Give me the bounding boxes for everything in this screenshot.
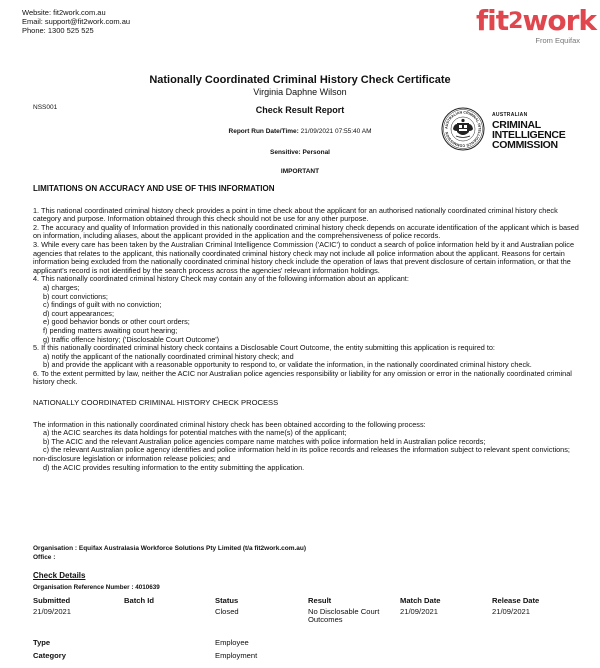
sensitive-value: Personal	[302, 149, 330, 156]
column-submitted	[33, 597, 113, 616]
column-header: Match Date	[400, 596, 441, 605]
acic-line-2: CRIMINAL	[492, 119, 541, 131]
limitation-2: 2. The accuracy and quality of Information provided in this nationally coordinated criminal history check depends on accurate identification of the applicant which is based on information, including aliases, about the applicant provided in the application and the comprehensiveness of police records.	[33, 222, 579, 241]
organisation-value: Equifax Australasia Workforce Solutions Pty Limited (t/a fit2work.com.au)	[78, 545, 307, 552]
certificate-title: Nationally Coordinated Criminal History Check Certificate	[149, 74, 451, 86]
limitations-section	[33, 185, 585, 472]
limitation-6: 6. To the extent permitted by law, neither the ACIC nor Australian police agencies responsibility or liability for any omission or error in the nationally coordinated criminal history check.	[33, 368, 572, 387]
logo-subtitle: From Equifax	[535, 36, 580, 45]
column-release-date	[492, 597, 582, 616]
column-header: Submitted	[33, 596, 71, 605]
process-heading: NATIONALLY COORDINATED CRIMINAL HISTORY CHECK PROCESS	[33, 398, 279, 408]
report-title: Check Result Report	[255, 105, 345, 115]
run-label: Report Run Date/Time:	[228, 128, 299, 135]
acic-wordmark	[492, 110, 565, 150]
limitation-4: 4. This nationally coordinated criminal history Check may contain any of the following information about an applicant:	[33, 274, 409, 284]
column-value: No Disclosable Court Outcomes	[308, 606, 380, 625]
column-value: 21/09/2021	[33, 606, 72, 616]
acic-line-1: AUSTRALIAN	[492, 112, 528, 118]
column-value: Closed	[215, 606, 239, 616]
limitation-1: 1. This national coordinated criminal history check provides a point in time check about the applicant for an authorised nationally coordinated criminal history check category and purpose. Information obtained through this check should not be use for any other purpose.	[33, 205, 558, 224]
logo-text-work: work	[522, 4, 597, 37]
type-label: Type	[33, 638, 51, 647]
info-list	[33, 284, 585, 344]
reference-code: NSS001	[33, 104, 58, 111]
contact-info	[22, 8, 130, 35]
process-step-a: a) the ACIC searches its data holdings for potential matches with the name(s) of the applicant;	[43, 428, 347, 438]
sensitive-label: Sensitive:	[270, 149, 301, 156]
list-item: d) court appearances;	[43, 308, 114, 318]
acic-seal-icon	[441, 107, 485, 151]
phone-text: Phone: 1300 525 525	[22, 26, 94, 35]
column-header: Status	[215, 596, 239, 605]
run-value: 21/09/2021 07:55:40 AM	[300, 128, 372, 135]
limitations-heading: LIMITATIONS ON ACCURACY AND USE OF THIS INFORMATION	[33, 184, 275, 193]
org-reference	[33, 584, 160, 591]
column-header: Result	[308, 596, 332, 605]
process-intro: The information in this nationally coordinated criminal history check has been obtained according to the following process:	[33, 419, 426, 429]
seal-ring-text: AUSTRALIAN CRIMINAL INTELLIGENCE COMMISSION	[444, 110, 482, 148]
limitation-5: 5. If this nationally coordinated criminal history check contains a Disclosable Court Outcome, the entity submitting this application is required to:	[33, 343, 495, 353]
column-result	[308, 597, 396, 625]
process-step-b: b) The ACIC and the relevant Australian police agencies compare name matches with police information held in Australian police records;	[43, 436, 486, 446]
important-label: IMPORTANT	[280, 168, 320, 175]
column-value: 21/09/2021	[400, 606, 439, 616]
column-value: 21/09/2021	[492, 606, 531, 616]
list-item: c) findings of guilt with no conviction;	[43, 300, 162, 310]
list-item: e) good behavior bonds or other court orders;	[43, 317, 190, 327]
logo-text-fit: fit	[476, 4, 509, 37]
process-step-c-text: c) the relevant Australian police agency identifies and police information held in its police records and releases the information subject to relevant spent convictions; non-disclosure legislation or information release policies; and	[33, 445, 570, 464]
process-step-c	[33, 446, 585, 463]
list-item: a) charges;	[43, 282, 80, 292]
logo-text-2: 2	[508, 9, 523, 34]
organisation-label: Organisation :	[33, 545, 78, 552]
column-batch-id	[124, 597, 204, 608]
column-match-date	[400, 597, 480, 616]
limitation-3: 3. While every care has been taken by the Australian Criminal Intelligence Commission ('ACIC') to conduct a search of police information held by it and Australian police agencies that relates to the applicant, this nationally coordinated criminal history check may not include all police information about the applicant. Reasons for certain information being excluded from the nationally coordinated criminal history check include the operation of laws that prevent disclosure of certain information, or that the applicant's record is not identified by the search process across the agencies' relevant information holdings.	[33, 239, 574, 275]
process-step-d: d) the ACIC provides resulting information to the entity submitting the application.	[43, 462, 305, 472]
organisation-block	[33, 545, 306, 562]
list-item: b) court convictions;	[43, 291, 108, 301]
column-header: Release Date	[492, 596, 540, 605]
fit2work-logo	[476, 4, 597, 45]
email-text: Email: support@fit2work.com.au	[22, 17, 131, 26]
column-status	[215, 597, 295, 616]
type-value: Employee	[215, 638, 249, 647]
org-ref-label: Organisation Reference Number :	[33, 584, 134, 591]
category-label: Category	[33, 651, 66, 660]
limitation-5b: b) and provide the applicant with a reasonable opportunity to respond to, or validate the information, in the nationally coordinated criminal history check.	[43, 360, 532, 370]
office-label: Office :	[33, 553, 56, 561]
list-item: g) traffic offence history; ('Disclosable Court Outcome')	[43, 334, 220, 344]
category-value: Employment	[215, 651, 258, 660]
website-text: Website: fit2work.com.au	[22, 8, 106, 17]
column-header: Batch Id	[124, 596, 154, 605]
acic-line-3: INTELLIGENCE	[492, 129, 566, 141]
check-details-title: Check Details	[33, 571, 86, 580]
acic-line-4: COMMISSION	[492, 139, 558, 151]
limitation-5a: a) notify the applicant of the nationally coordinated criminal history check; and	[43, 351, 294, 361]
org-ref-value: 4010639	[135, 584, 160, 591]
applicant-name: Virginia Daphne Wilson	[253, 87, 347, 97]
list-item: f) pending matters awaiting court hearing;	[43, 325, 178, 335]
